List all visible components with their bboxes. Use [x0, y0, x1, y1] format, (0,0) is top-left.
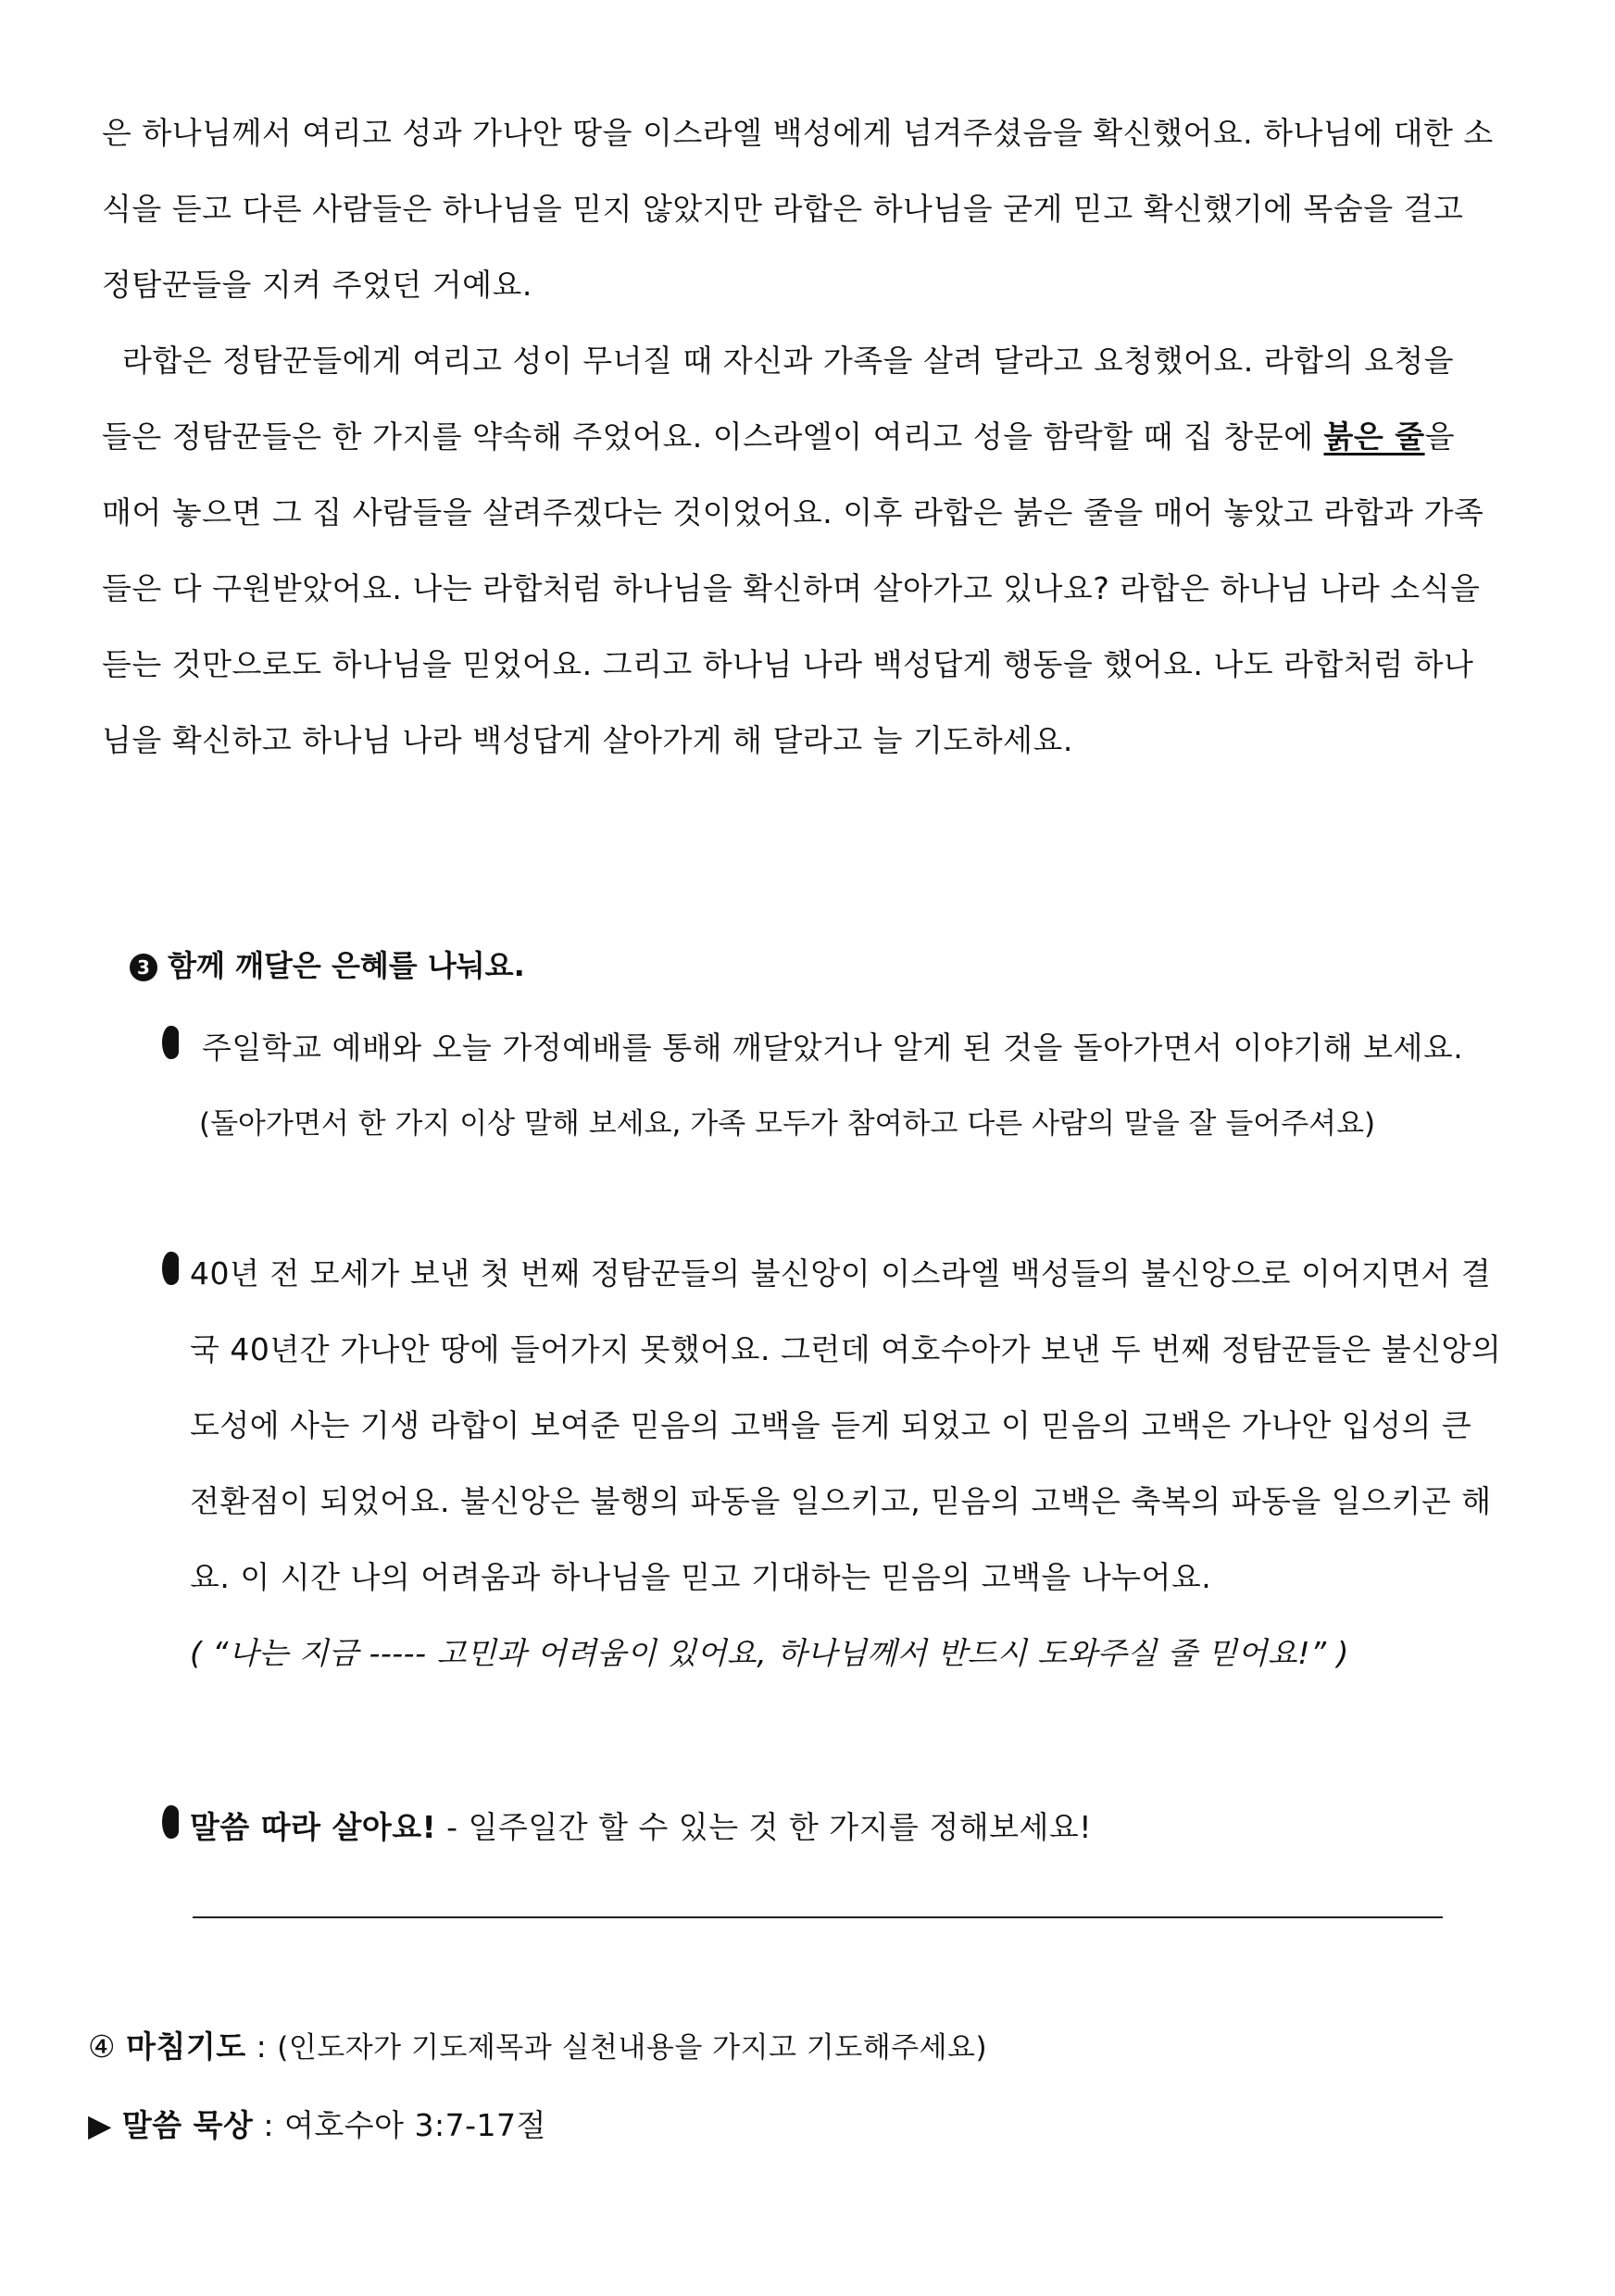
item3-bold-label: 말씀 따라 살아요!: [190, 1809, 437, 1845]
body-text-line: 들은 다 구원받았어요. 나는 라합처럼 하나님을 확신하며 살아가고 있나요? 라합은 하나님 나라 소식을: [102, 570, 1481, 606]
item3-instruction: - 일주일간 할 수 있는 것 한 가지를 정해보세요!: [436, 1809, 1093, 1845]
item2-text-line: 도성에 사는 기생 라합이 보여준 믿음의 고백을 듣게 되었고 이 믿음의 고백은 가나안 입성의 큰: [190, 1407, 1472, 1443]
item2-text-line: 전환점이 되었어요. 불신앙은 불행의 파동을 일으키고, 믿음의 고백은 축복의 파동을 일으키곤 해: [190, 1483, 1492, 1519]
item-bullet-icon: [162, 1252, 182, 1287]
closing-separator: :: [245, 2028, 278, 2065]
play-triangle-icon: ▶: [88, 2107, 112, 2143]
item1-text: 주일학교 예배와 오늘 가정예배를 통해 깨달았거나 알게 된 것을 돌아가면서 이야기해 보세요.: [202, 1029, 1464, 1066]
closing-text: (인도자가 기도제목과 실천내용을 가지고 기도해주세요): [277, 2031, 988, 2065]
item2-text-line: 국 40년간 가나안 땅에 들어가지 못했어요. 그런데 여호수아가 보낸 두 번째 정탐꾼들은 불신앙의: [190, 1331, 1502, 1367]
meditation-reference: 여호수아 3:7-17절: [284, 2107, 546, 2143]
body-text-line: 님을 확신하고 하나님 나라 백성답게 살아가게 해 달라고 늘 기도하세요.: [102, 722, 1073, 758]
body-text-line: 은 하나님께서 여리고 성과 가나안 땅을 이스라엘 백성에게 넘겨주셨음을 확신했어요. 하나님에 대한 소: [102, 115, 1494, 151]
body-text-line: [102, 413, 1455, 456]
item1-note: (돌아가면서 한 가지 이상 말해 보세요, 가족 모두가 참여하고 다른 사람의 말을 잘 들어주셔요): [199, 1107, 1376, 1141]
item-bullet-icon: [162, 1026, 182, 1061]
body-text-line: 정탐꾼들을 지켜 주었던 거예요.: [102, 267, 532, 303]
answer-line[interactable]: [193, 1916, 1443, 1918]
meditation-separator: :: [253, 2107, 285, 2143]
item-bullet-icon: [162, 1805, 182, 1841]
meditation-label: 말씀 묵상: [121, 2107, 254, 2143]
emphasis-red-rope: 붉은 줄: [1323, 418, 1425, 455]
item2-text-line: 요. 이 시간 나의 어려움과 하나님을 믿고 기대하는 믿음의 고백을 나누어요.: [190, 1559, 1212, 1595]
body-text-line: 라합은 정탐꾼들에게 여리고 성이 무너질 때 자신과 가족을 살려 달라고 요청했어요. 라합의 요청을: [122, 343, 1454, 379]
item2-example: ( “나는 지금 ----- 고민과 어려움이 있어요, 하나님께서 반드시 도와주실 줄 믿어요!” ): [190, 1635, 1349, 1671]
closing-prayer: [88, 2023, 987, 2066]
item3-text: [190, 1803, 1092, 1847]
closing-marker: ④: [88, 2028, 117, 2065]
closing-label: 마침기도: [126, 2028, 246, 2065]
meditation-line: [88, 2102, 546, 2145]
body-text-line: 듣는 것만으로도 하나님을 믿었어요. 그리고 하나님 나라 백성답게 행동을 했어요. 나도 라합처럼 하나: [102, 646, 1474, 682]
section-heading: [130, 942, 525, 985]
item2-text-line: 40년 전 모세가 보낸 첫 번째 정탐꾼들의 불신앙이 이스라엘 백성들의 불신앙으로 이어지면서 결: [190, 1255, 1492, 1292]
body-text-segment: 을: [1424, 418, 1455, 455]
section-title: 함께 깨달은 은혜를 나눠요.: [168, 948, 525, 983]
body-text-line: 식을 듣고 다른 사람들은 하나님을 믿지 않았지만 라합은 하나님을 굳게 믿고 확신했기에 목숨을 걸고: [102, 191, 1464, 227]
section-number-marker: 3: [130, 954, 157, 981]
body-text-segment: 들은 정탐꾼들은 한 가지를 약속해 주었어요. 이스라엘이 여리고 성을 함락할 때 집 창문에: [102, 418, 1324, 455]
body-text-line: 매어 놓으면 그 집 사람들을 살려주겠다는 것이었어요. 이후 라합은 붉은 줄을 매어 놓았고 라합과 가족: [102, 494, 1484, 530]
